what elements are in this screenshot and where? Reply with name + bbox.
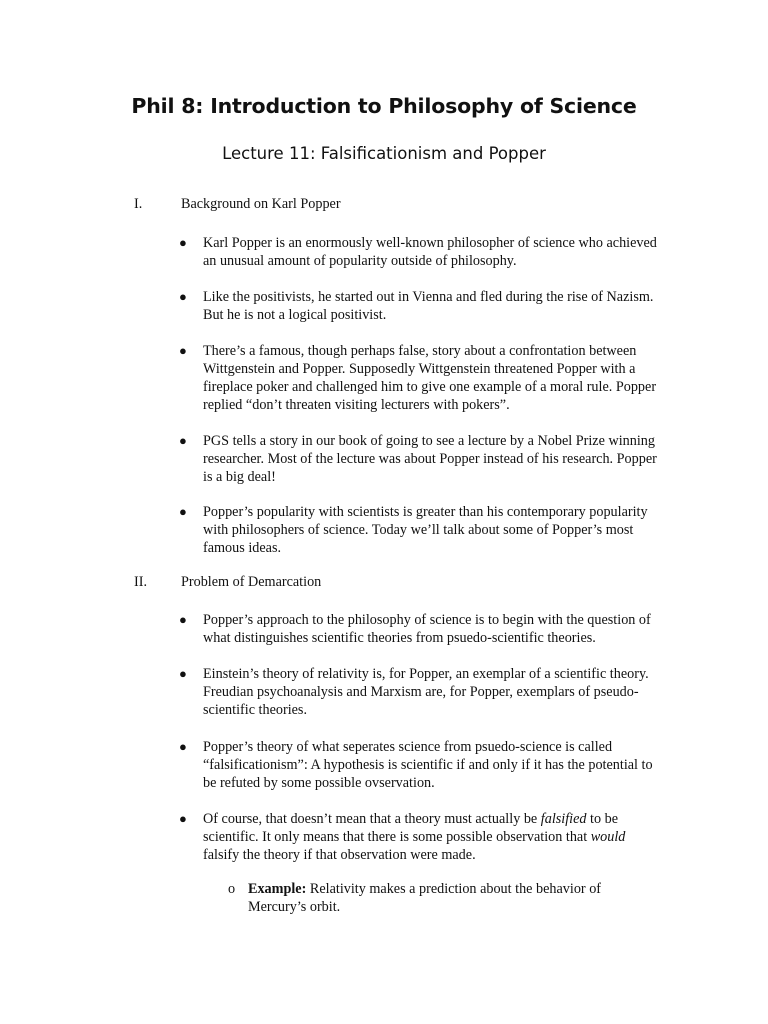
document-title: Phil 8: Introduction to Philosophy of Science xyxy=(131,94,637,118)
bullet-icon: ● xyxy=(179,433,187,448)
bullet-item xyxy=(179,665,659,719)
bullet-icon: ● xyxy=(179,235,187,250)
bullet-icon: ● xyxy=(179,504,187,519)
lecture-subtitle: Lecture 11: Falsificationism and Popper xyxy=(222,144,546,163)
sub-bullet-icon: o xyxy=(228,881,236,897)
bullet-item xyxy=(179,738,659,792)
bullet-text: PGS tells a story in our book of going to see a lecture by a Nobel Prize winning researcher. Most of the lecture was about Popper instead of his research. Popper is a big deal! xyxy=(203,433,657,485)
bullet-text: There’s a famous, though perhaps false, story about a confrontation between Wittgenstein and Popper. Supposedly Wittgenstein threatened Popper with a fireplace poker and challenged him to give one example of a moral rule. Popper replied “don’t threaten visiting lecturers with pokers”. xyxy=(203,343,657,413)
bullet-item xyxy=(179,611,659,647)
bullet-item xyxy=(179,503,659,557)
bullet-text: Like the positivists, he started out in Vienna and fled during the rise of Nazism. But he is not a logical positivist. xyxy=(203,289,654,323)
bullet-icon: ● xyxy=(179,739,187,754)
emphasis-falsified: falsified xyxy=(540,811,587,827)
bullet-text: Popper’s approach to the philosophy of science is to begin with the question of what distinguishes scientific theories from psuedo-scientific theories. xyxy=(203,612,651,646)
bullet-icon: ● xyxy=(179,612,187,627)
section-number: I. xyxy=(134,196,143,212)
bullet-text-part: to be scientific. It only means that there is some possible observation that xyxy=(203,811,619,845)
bullet-item xyxy=(179,432,659,486)
emphasis-would: would xyxy=(590,829,626,845)
bullet-text xyxy=(203,810,659,864)
bullet-item xyxy=(179,342,659,414)
bullet-text: Popper’s popularity with scientists is greater than his contemporary popularity with philosophers of science. Today we’ll talk about some of Popper’s most famous ideas. xyxy=(203,504,648,556)
bullet-icon: ● xyxy=(179,811,187,826)
bullet-text: Popper’s theory of what seperates science from psuedo-science is called “falsificationism”: A hypothesis is scientific if and only if it has the potential to be refuted by some possible ovservation. xyxy=(203,739,653,791)
section-title: Problem of Demarcation xyxy=(181,574,322,590)
bullet-text-part: falsify the theory if that observation were made. xyxy=(203,847,476,863)
bullet-item xyxy=(179,810,659,864)
bullet-item xyxy=(179,234,659,270)
bullet-icon: ● xyxy=(179,666,187,681)
section-title: Background on Karl Popper xyxy=(181,196,341,212)
bullet-item xyxy=(179,288,659,324)
example-label: Example: xyxy=(248,881,307,897)
sub-bullet-item xyxy=(228,880,648,916)
bullet-text: Karl Popper is an enormously well-known philosopher of science who achieved an unusual amount of popularity outside of philosophy. xyxy=(203,235,657,269)
sub-bullet-text xyxy=(248,880,648,916)
bullet-icon: ● xyxy=(179,289,187,304)
section-number: II. xyxy=(134,574,147,590)
bullet-text: Einstein’s theory of relativity is, for Popper, an exemplar of a scientific theory. Freudian psychoanalysis and Marxism are, for Popper, exemplars of pseudo-scientific theories. xyxy=(203,666,649,718)
example-text: Relativity makes a prediction about the behavior of Mercury’s orbit. xyxy=(248,881,602,915)
bullet-text-part: Of course, that doesn’t mean that a theory must actually be xyxy=(203,811,541,827)
bullet-icon: ● xyxy=(179,343,187,358)
